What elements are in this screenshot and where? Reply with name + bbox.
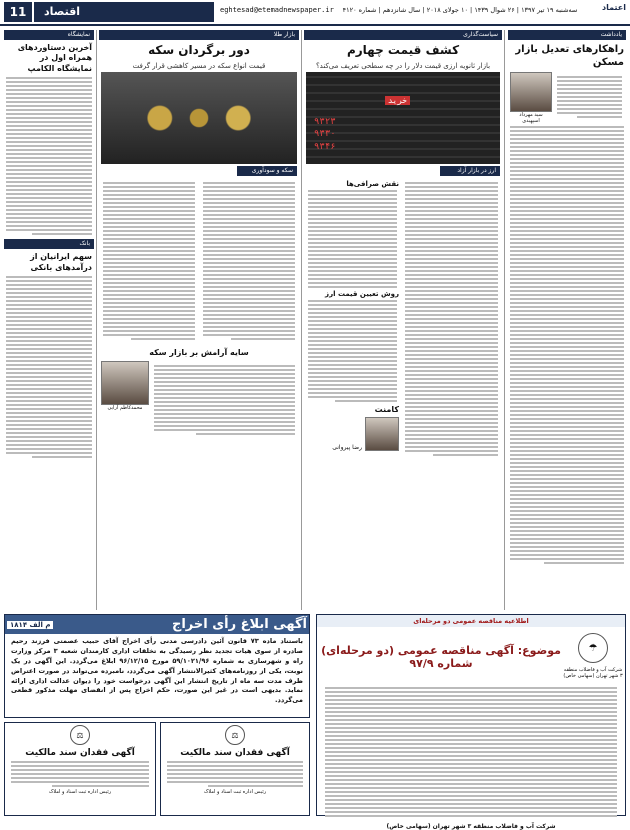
registry-emblem: ⚖ xyxy=(225,725,245,745)
author-photo xyxy=(510,72,552,112)
comment-author: رضا پیروانی xyxy=(332,443,362,451)
ad-body xyxy=(7,761,153,787)
gold-coins-photo xyxy=(101,72,297,164)
ad-sign: رئیس اداره ثبت اسناد و املاک xyxy=(203,789,267,795)
author-name: محمدکاظم آرایی xyxy=(107,404,143,411)
article-text xyxy=(103,180,195,342)
article-body xyxy=(510,126,624,564)
header-date-line: سه‌شنبه ۱۹ تیر ۱۳۹۷ | ۲۶ شوال ۱۴۳۹ | ۱۰ جولای ۲۰۱۸ | سال شانزدهم | شماره ۴۱۲۰ xyxy=(342,6,578,14)
board-label: خرید xyxy=(385,96,410,105)
column-tag: نمایشگاه xyxy=(4,30,94,40)
tender-header: اطلاعیه مناقصه عمومی دو مرحله‌ای xyxy=(317,615,625,627)
author-photo xyxy=(101,361,149,405)
comment-author-photo xyxy=(365,417,399,451)
board-value: ۹۳۲۳ xyxy=(314,116,336,127)
column-tag: بانک xyxy=(4,239,94,249)
article-title: کشف قیمت چهارم xyxy=(346,43,460,57)
company-emblem: ☂ xyxy=(578,633,608,663)
newspaper-logo: اعتماد xyxy=(602,3,626,12)
column-tech xyxy=(4,30,94,610)
page-number: 11 xyxy=(4,2,32,22)
ad-title: آگهی فقدان سند مالکیت xyxy=(25,748,135,758)
article-text xyxy=(6,77,92,235)
ad-title: آگهی ابلاغ رأی اخراج xyxy=(171,617,307,632)
tender-title: موضوع: آگهی مناقصه عمومی (دو مرحله‌ای) شماره ۹۷/۹ xyxy=(321,644,561,670)
comment-heading: کامنت xyxy=(374,404,399,414)
sub-heading: نقش صرافی‌ها xyxy=(346,179,399,188)
article-text xyxy=(308,190,397,288)
article-subtitle: بازار ثانویه ارزی قیمت دلار را در چه سطحی تعریف می‌کند؟ xyxy=(315,61,491,70)
ad-ref: م الف ۱۸۱۴ xyxy=(7,621,53,629)
column-tag: سیاست‌گذاری xyxy=(304,30,502,40)
author-name: سید مهرداد اسپهبدی xyxy=(519,112,543,124)
ad-missing-deed-2 xyxy=(4,722,156,816)
tender-body xyxy=(319,683,623,821)
ad-tender xyxy=(316,614,626,830)
ad-title: آگهی فقدان سند مالکیت xyxy=(180,748,290,758)
article-text xyxy=(308,300,397,402)
ad-body: باستناد ماده ۷۳ قانون آئین دادرسی مدنی رأی اخراج آقای حبیب عصمتی فرزند رحیم صادره از سوی هیات تجدید نظر رسیدگی به تخلفات اداری کارمندان شعبه ۳ مرکز وزارت راه و شهرسازی به شماره ۵۹/۱۰۲۱/۹۶ مورخ ۹۶/۱۲/۱۵ ابلاغ می‌گردد. این آگهی در یک نوبت، یکی از روزنامه‌های کثیرالانتشار آگهی می‌گردد، نامبرده می‌تواند در صورت اعتراض ظرف مدت سه ماه از تاریخ انتشار این آگهی درخواست خود را دیوان عدالت اداری ارائه نماید. بدیهی است در غیر این صورت، حکم اخراج پس از انقضای مهلت مذکور قطعی می‌گردد. xyxy=(11,637,303,705)
column-tag: بازار طلا xyxy=(99,30,299,40)
tender-footer: شرکت آب و فاضلاب منطقه ۳ شهر تهران (سهامی خاص) xyxy=(386,823,556,830)
article-text xyxy=(557,74,622,122)
article-subtitle: قیمت انواع سکه در مسیر کاهشی قرار گرفت xyxy=(132,61,266,70)
article-title: آخرین دستاوردهای همراه اول در نمایشگاه الکامپ xyxy=(17,43,92,73)
registry-emblem: ⚖ xyxy=(70,725,90,745)
article-text xyxy=(203,180,295,342)
section-label: اقتصاد xyxy=(34,2,214,22)
ad-missing-deed-1 xyxy=(160,722,310,816)
article-text xyxy=(6,276,92,458)
sub-heading: سایه آرامش بر بازار سکه xyxy=(149,347,249,357)
ad-dismissal-notice xyxy=(4,614,310,718)
article-title: راهکارهای تعدیل بازار مسکن xyxy=(515,44,624,68)
board-value: ۹۳۳۰ xyxy=(314,129,336,140)
exchange-board-photo xyxy=(306,72,500,164)
company-name: شرکت آب و فاضلاب منطقه ۳ شهر تهران (سهامی خاص) xyxy=(563,667,623,679)
column-gold xyxy=(99,30,299,610)
header-email[interactable]: eghtesad@etemadnewspaper.ir xyxy=(220,6,334,14)
ad-body xyxy=(163,761,307,787)
column-policy xyxy=(304,30,502,610)
ad-sign: رئیس اداره ثبت اسناد و املاک xyxy=(48,789,112,795)
section-tag: سکه و سودآوری xyxy=(237,166,297,176)
page-header xyxy=(0,0,630,26)
article-text xyxy=(405,180,498,458)
article-text xyxy=(154,363,295,437)
section-tag: ارز در بازار آزاد xyxy=(440,166,500,176)
column-tag: یادداشت xyxy=(508,30,626,40)
board-value: ۹۳۴۶ xyxy=(314,141,336,152)
sub-heading: روش تعیین قیمت ارز xyxy=(325,289,399,298)
article-title: دور برگردان سکه xyxy=(148,43,250,57)
article-title: سهم ایرانیان از درآمدهای بانکی xyxy=(30,252,92,272)
